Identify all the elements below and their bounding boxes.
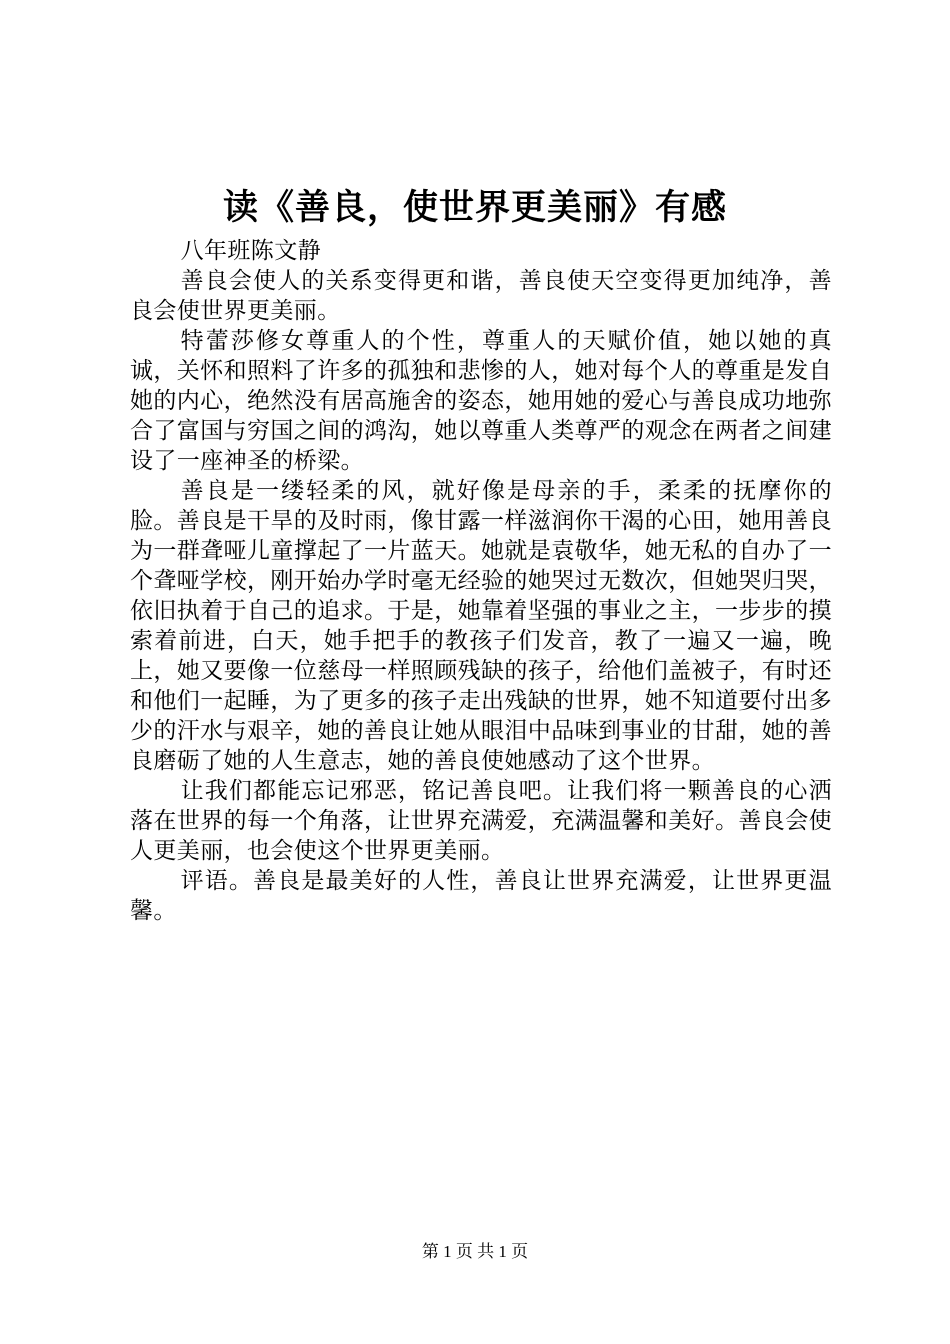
document-title: 读《善良，使世界更美丽》有感 (222, 188, 727, 228)
paragraph-5: 评语。善良是最美好的人性，善良让世界充满爱，让世界更温馨。 (130, 868, 832, 924)
author-line: 八年班陈文静 (180, 238, 321, 264)
document-body (130, 236, 832, 926)
paragraph-1: 善良会使人的关系变得更和谐，善良使天空变得更加纯净，善良会使世界更美丽。 (130, 268, 832, 324)
paragraph-2: 特蕾莎修女尊重人的个性，尊重人的天赋价值，她以她的真诚，关怀和照料了许多的孤独和悲惨的人，她对每个人的尊重是发自她的内心，绝然没有居高施舍的姿态，她用她的爱心与善良成功地弥合了富国与穷国之间的鸿沟，她以尊重人类尊严的观念在两者之间建设了一座神圣的桥梁。 (130, 328, 832, 474)
paragraph-4: 让我们都能忘记邪恶，铭记善良吧。让我们将一颗善良的心洒落在世界的每一个角落，让世界充满爱，充满温馨和美好。善良会使人更美丽，也会使这个世界更美丽。 (130, 778, 832, 864)
paragraph-3: 善良是一缕轻柔的风，就好像是母亲的手，柔柔的抚摩你的脸。善良是干旱的及时雨，像甘露一样滋润你干渴的心田，她用善良为一群聋哑儿童撑起了一片蓝天。她就是袁敬华，她无私的自办了一个聋哑学校，刚开始办学时毫无经验的她哭过无数次，但她哭归哭，依旧执着于自己的追求。于是，她靠着坚强的事业之主，一步步的摸索着前进，白天，她手把手的教孩子们发音，教了一遍又一遍，晚上，她又要像一位慈母一样照顾残缺的孩子，给他们盖被子，有时还和他们一起睡，为了更多的孩子走出残缺的世界，她不知道要付出多少的汗水与艰辛，她的善良让她从眼泪中品味到事业的甘甜，她的善良磨砺了她的人生意志，她的善良使她感动了这个世界。 (130, 478, 832, 774)
page-number-footer: 第 1 页 共 1 页 (421, 1242, 529, 1261)
